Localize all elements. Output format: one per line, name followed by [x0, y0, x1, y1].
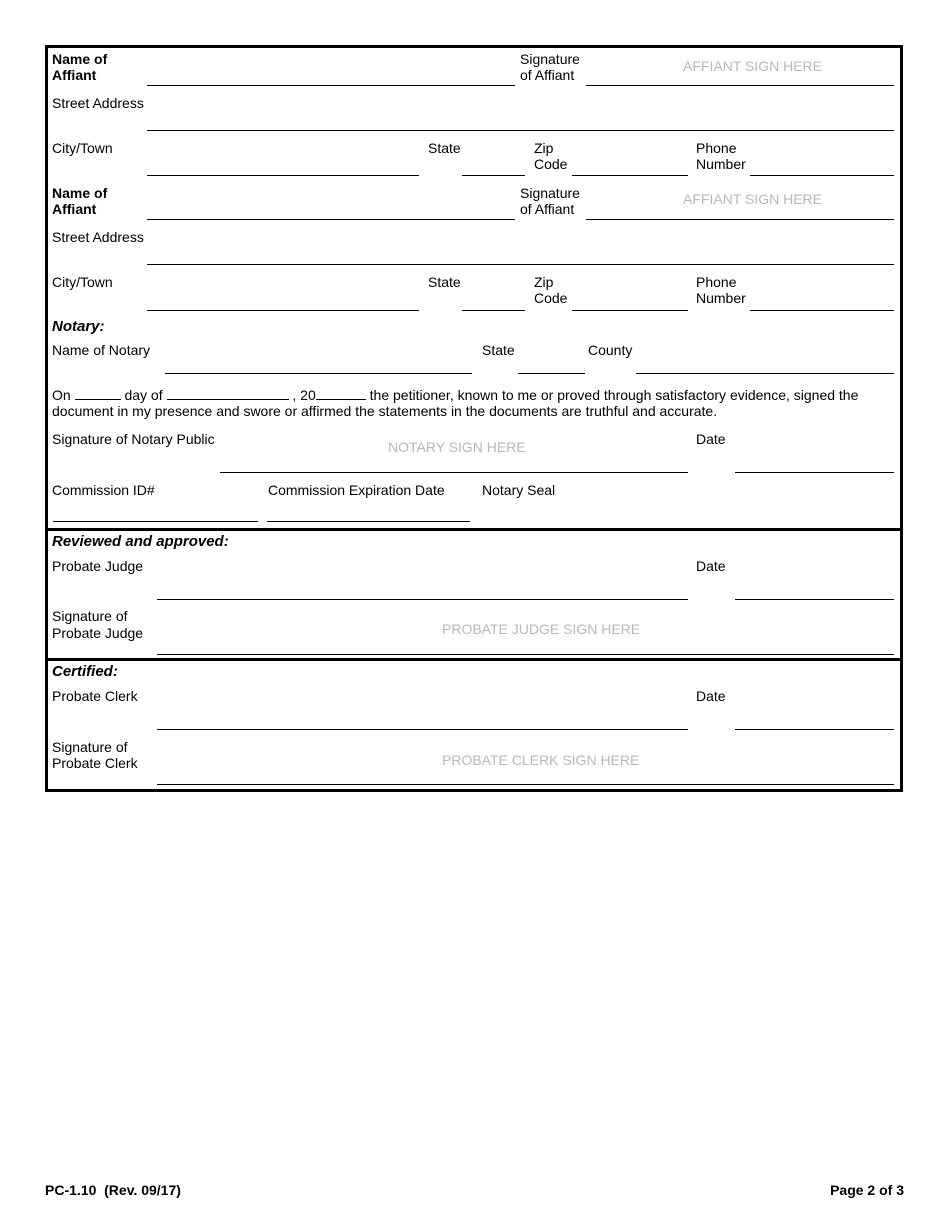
affiant1-zip-field[interactable] [572, 175, 688, 176]
affiant2-city-field[interactable] [147, 310, 419, 311]
statement-year-field[interactable] [316, 387, 366, 400]
statement-day-field[interactable] [75, 387, 121, 400]
affiant2-zip-label-line1: Zip [534, 274, 554, 290]
affiant1-signature-label-line2: of Affiant [520, 67, 575, 83]
judge-signature-field[interactable] [157, 654, 894, 655]
affiant1-name-label-line1: Name of [52, 51, 108, 67]
affiant2-zip-label-line2: Code [534, 290, 568, 306]
notary-seal-label: Notary Seal [482, 482, 556, 498]
affiant2-state-field[interactable] [462, 310, 525, 311]
notary-signature-placeholder: NOTARY SIGN HERE [388, 439, 526, 455]
affiant1-city-field[interactable] [147, 175, 419, 176]
affiant2-signature-label-line2: of Affiant [520, 201, 575, 217]
affiant1-phone-field[interactable] [750, 175, 894, 176]
reviewed-date-field[interactable] [735, 599, 894, 600]
clerk-signature-field[interactable] [157, 784, 894, 785]
notary-state-label: State [482, 342, 515, 358]
affiant1-state-field[interactable] [462, 175, 525, 176]
commission-exp-field[interactable] [267, 521, 470, 522]
affiant2-signature-label-line1: Signature [520, 185, 580, 201]
statement-day-of: day of [124, 387, 163, 403]
affiant2-name-label-line2: Affiant [52, 201, 97, 217]
affiant1-name-field[interactable] [147, 85, 515, 86]
clerk-signature-placeholder: PROBATE CLERK SIGN HERE [442, 752, 640, 768]
judge-signature-label-line1: Signature of [52, 608, 128, 624]
page-number: Page 2 of 3 [830, 1182, 904, 1198]
affiant2-name-field[interactable] [147, 219, 515, 220]
affiant2-signature-placeholder: AFFIANT SIGN HERE [683, 191, 822, 207]
section-divider-reviewed [45, 528, 903, 531]
affiant2-street-label: Street Address [52, 229, 144, 245]
notary-date-label: Date [696, 431, 726, 447]
affiant1-signature-label-line1: Signature [520, 51, 580, 67]
affiant1-signature-placeholder: AFFIANT SIGN HERE [683, 58, 822, 74]
section-divider-certified [45, 658, 903, 661]
form-id: PC-1.10 (Rev. 09/17) [45, 1182, 181, 1198]
notary-signature-label: Signature of Notary Public [52, 431, 215, 447]
notary-statement-line2: document in my presence and swore or affirmed the statements in the documents are truthful and accurate. [52, 403, 718, 419]
affiant1-street-label: Street Address [52, 95, 144, 111]
affiant1-name-label-line2: Affiant [52, 67, 97, 83]
notary-statement [52, 387, 897, 419]
affiant1-zip-label-line2: Code [534, 156, 568, 172]
judge-signature-label-line2: Probate Judge [52, 625, 144, 641]
commission-exp-label: Commission Expiration Date [268, 482, 445, 498]
judge-signature-placeholder: PROBATE JUDGE SIGN HERE [442, 621, 641, 637]
affiant2-city-label: City/Town [52, 274, 113, 290]
affiant2-phone-label-line1: Phone [696, 274, 737, 290]
affiant1-phone-label-line2: Number [696, 156, 746, 172]
commission-id-field[interactable] [53, 521, 258, 522]
notary-signature-field[interactable] [220, 472, 688, 473]
affiant2-signature-field[interactable] [586, 219, 894, 220]
probate-judge-label: Probate Judge [52, 558, 144, 574]
affiant1-street-field[interactable] [147, 130, 894, 131]
affiant1-state-label: State [428, 140, 461, 156]
clerk-signature-label-line1: Signature of [52, 739, 128, 755]
affiant2-name-label-line1: Name of [52, 185, 108, 201]
notary-name-field[interactable] [165, 373, 472, 374]
affiant1-zip-label-line1: Zip [534, 140, 554, 156]
statement-month-field[interactable] [167, 387, 289, 400]
statement-line1-rest: the petitioner, known to me or proved through satisfactory evidence, signed the [369, 387, 859, 403]
certified-date-field[interactable] [735, 729, 894, 730]
affiant2-zip-field[interactable] [572, 310, 688, 311]
certified-date-label: Date [696, 688, 726, 704]
certified-heading: Certified: [52, 663, 118, 680]
notary-county-field[interactable] [636, 373, 894, 374]
notary-heading: Notary: [52, 318, 105, 335]
affiant1-phone-label-line1: Phone [696, 140, 737, 156]
affiant2-phone-label-line2: Number [696, 290, 746, 306]
affiant2-state-label: State [428, 274, 461, 290]
probate-clerk-field[interactable] [157, 729, 688, 730]
notary-date-field[interactable] [735, 472, 894, 473]
statement-year-prefix: , 20 [292, 387, 316, 403]
notary-state-field[interactable] [518, 373, 585, 374]
affiant1-city-label: City/Town [52, 140, 113, 156]
clerk-signature-label-line2: Probate Clerk [52, 755, 138, 771]
notary-county-label: County [588, 342, 633, 358]
affiant1-signature-field[interactable] [586, 85, 894, 86]
affiant2-street-field[interactable] [147, 264, 894, 265]
reviewed-heading: Reviewed and approved: [52, 533, 229, 550]
statement-on: On [52, 387, 71, 403]
probate-judge-field[interactable] [157, 599, 688, 600]
probate-clerk-label: Probate Clerk [52, 688, 138, 704]
notary-name-label: Name of Notary [52, 342, 151, 358]
commission-id-label: Commission ID# [52, 482, 155, 498]
reviewed-date-label: Date [696, 558, 726, 574]
affiant2-phone-field[interactable] [750, 310, 894, 311]
notary-statement-line1 [52, 387, 897, 403]
